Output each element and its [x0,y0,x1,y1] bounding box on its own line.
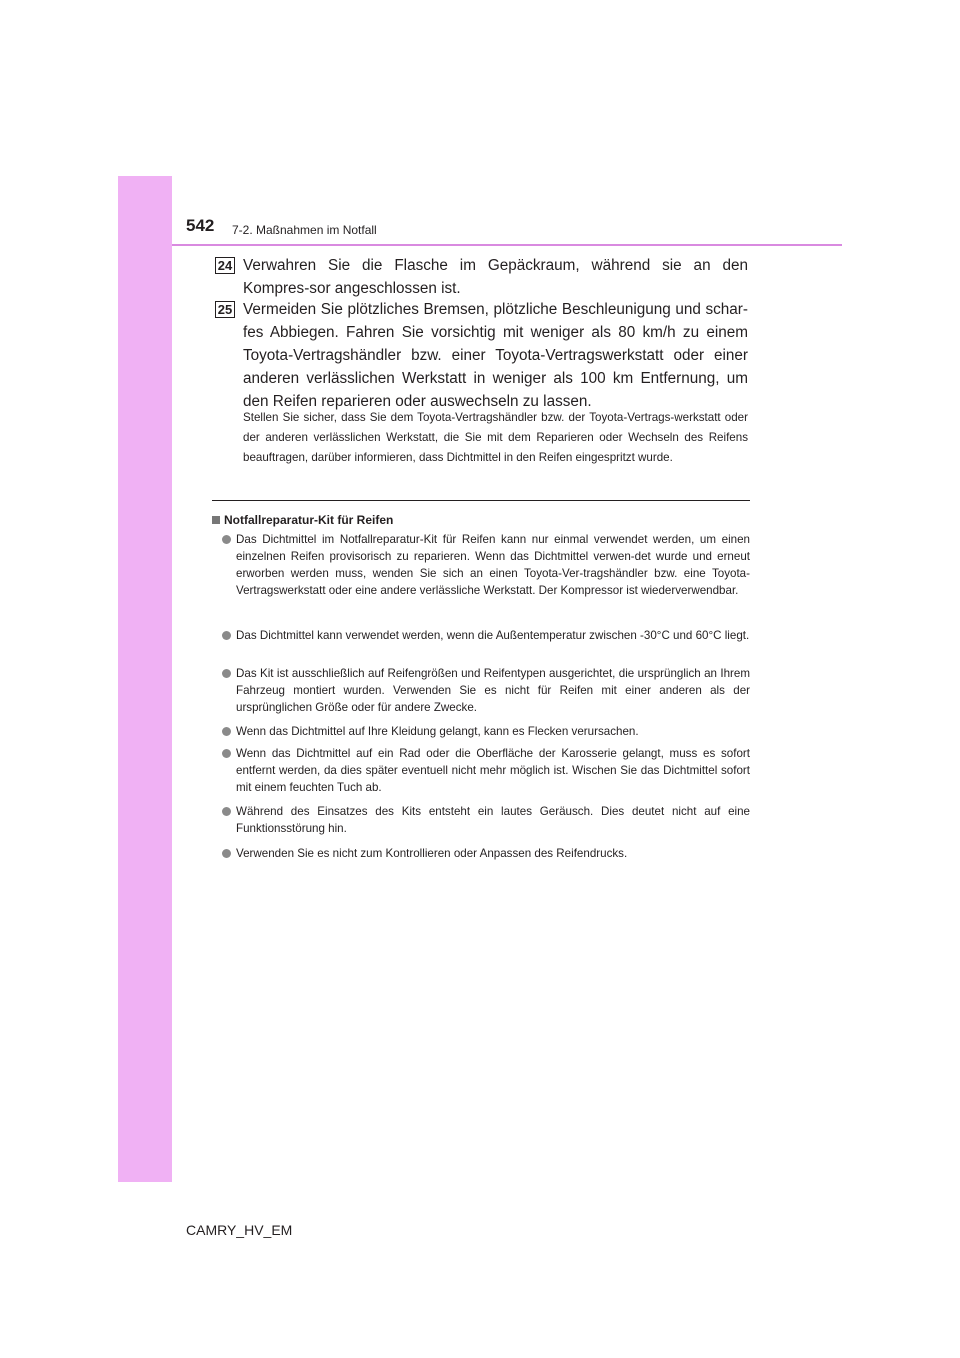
bullet-text: Verwenden Sie es nicht zum Kontrollieren oder Anpassen des Reifendrucks. [236,847,628,860]
info-bullet [222,803,750,837]
step-24 [215,254,748,300]
circle-bullet-icon [222,749,231,758]
bullet-text: Das Kit ist ausschließlich auf Reifengrößen und Reifentypen ausgerichtet, die ursprünglich an Ihrem Fahrzeug montiert wurden. Verwenden Sie es nicht für Reifen mit einer anderen als der ursprünglichen Größe oder für andere Zwecke. [236,667,750,714]
bullet-text: Wenn das Dichtmittel auf ein Rad oder die Oberfläche der Karosserie gelangt, muss es sofort entfernt werden, da dies später eventuell nicht mehr möglich ist. Wischen Sie das Dichtmittel sofort mit einem feuchten Tuch ab. [236,747,750,794]
circle-bullet-icon [222,727,231,736]
step-number-badge: 24 [215,257,235,274]
info-bullet [222,627,750,644]
circle-bullet-icon [222,535,231,544]
bullet-text: Wenn das Dichtmittel auf Ihre Kleidung gelangt, kann es Flecken verursachen. [236,725,639,738]
header-divider [172,244,842,246]
info-heading-text: Notfallreparatur-Kit für Reifen [224,513,394,527]
bullet-text: Das Dichtmittel kann verwendet werden, wenn die Außentemperatur zwischen -30°C und 60°C liegt. [236,629,750,642]
info-bullet [222,845,750,862]
info-bullet [222,665,750,716]
step-25 [215,298,748,413]
footer-model-code: CAMRY_HV_EM [186,1222,293,1238]
step-text: Verwahren Sie die Flasche im Gepäckraum, während sie an den Kompres-sor angeschlossen ist. [243,257,748,297]
chapter-side-band [118,176,172,1182]
section-divider [212,500,750,501]
circle-bullet-icon [222,669,231,678]
bullet-text: Das Dichtmittel im Notfallreparatur-Kit für Reifen kann nur einmal verwendet werden, um einen einzelnen Reifen provisorisch zu reparieren. Wenn das Dichtmittel verwen-det wurde und erneut erworben werden muss, wenden Sie sich an einen Toyota-Ver-tragshändler bzw. eine Toyota-Vertragswerkstatt oder eine andere verlässliche Werkstatt. Der Kompressor ist wiederverwendbar. [236,533,750,597]
step-note: Stellen Sie sicher, dass Sie dem Toyota-Vertragshändler bzw. der Toyota-Vertrags-werkstatt oder der anderen verlässlichen Werkstatt, die Sie mit dem Reparieren oder Wechseln des Reifens beauftragen, darüber informieren, dass Dichtmittel in den Reifen eingespritzt wurde. [243,411,748,464]
info-heading [212,513,393,527]
circle-bullet-icon [222,631,231,640]
circle-bullet-icon [222,849,231,858]
info-bullet [222,531,750,599]
info-bullet [222,745,750,796]
info-bullet [222,723,750,740]
step-number-badge: 25 [215,301,235,318]
square-bullet-icon [212,516,220,524]
step-text: Vermeiden Sie plötzliches Bremsen, plötzliche Beschleunigung und schar-fes Abbiegen. Fahren Sie vorsichtig mit weniger als 80 km/h zu einem Toyota-Vertragshändler bzw. einer Toyota-Vertragswerkstatt oder einer anderen verlässlichen Werkstatt in weniger als 100 km Entfernung, um den Reifen reparieren oder auswechseln zu lassen. [243,301,748,410]
page-number: 542 [186,216,215,235]
section-title: 7-2. Maßnahmen im Notfall [232,223,377,237]
circle-bullet-icon [222,807,231,816]
bullet-text: Während des Einsatzes des Kits entsteht ein lautes Geräusch. Dies deutet nicht auf eine Funktionsstörung hin. [236,805,750,835]
